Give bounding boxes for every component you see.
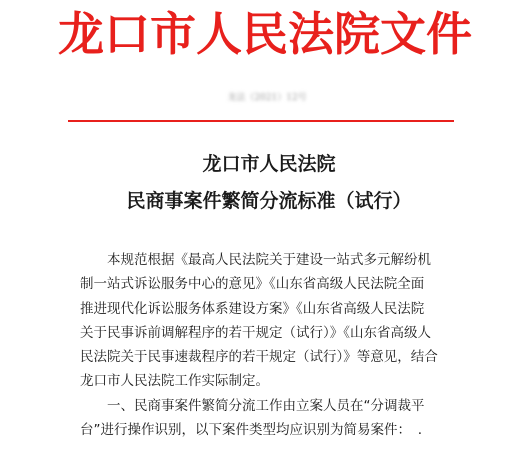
document-body [80, 248, 460, 442]
paragraph-line: 本规范根据《最高人民法院关于建设一站式多元解纷机 [80, 252, 431, 268]
paragraph-line: 推进现代化诉讼服务体系建设方案》《山东省高级人民法院 [80, 300, 425, 317]
document-title-standard: 民商事案件繁简分流标准（试行） [126, 190, 412, 212]
document-header-title: 龙口市人民法院文件 [58, 7, 472, 61]
paragraph-line: 龙口市人民法院工作实际制定。 [80, 373, 269, 390]
paragraph-line: 民法院关于民事速裁程序的若干规定（试行）》等意见，结合 [80, 349, 438, 366]
paragraph-line: 制一站式诉讼服务中心的意见》《山东省高级人民法院全面 [80, 276, 425, 293]
paragraph-line: 台”进行操作识别，以下案件类型均应识别为简易案件： . [80, 422, 423, 439]
paragraph-line: 关于民事诉前调解程序的若干规定（试行）》《山东省高级人 [80, 324, 431, 341]
document-number: 龙法（2021）12号 [227, 93, 307, 103]
document-title-court: 龙口市人民法院 [202, 153, 336, 175]
paragraph-line: 一、民商事案件繁简分流工作由立案人员在“分调裁平 [80, 397, 425, 414]
header-red-rule [68, 120, 454, 122]
